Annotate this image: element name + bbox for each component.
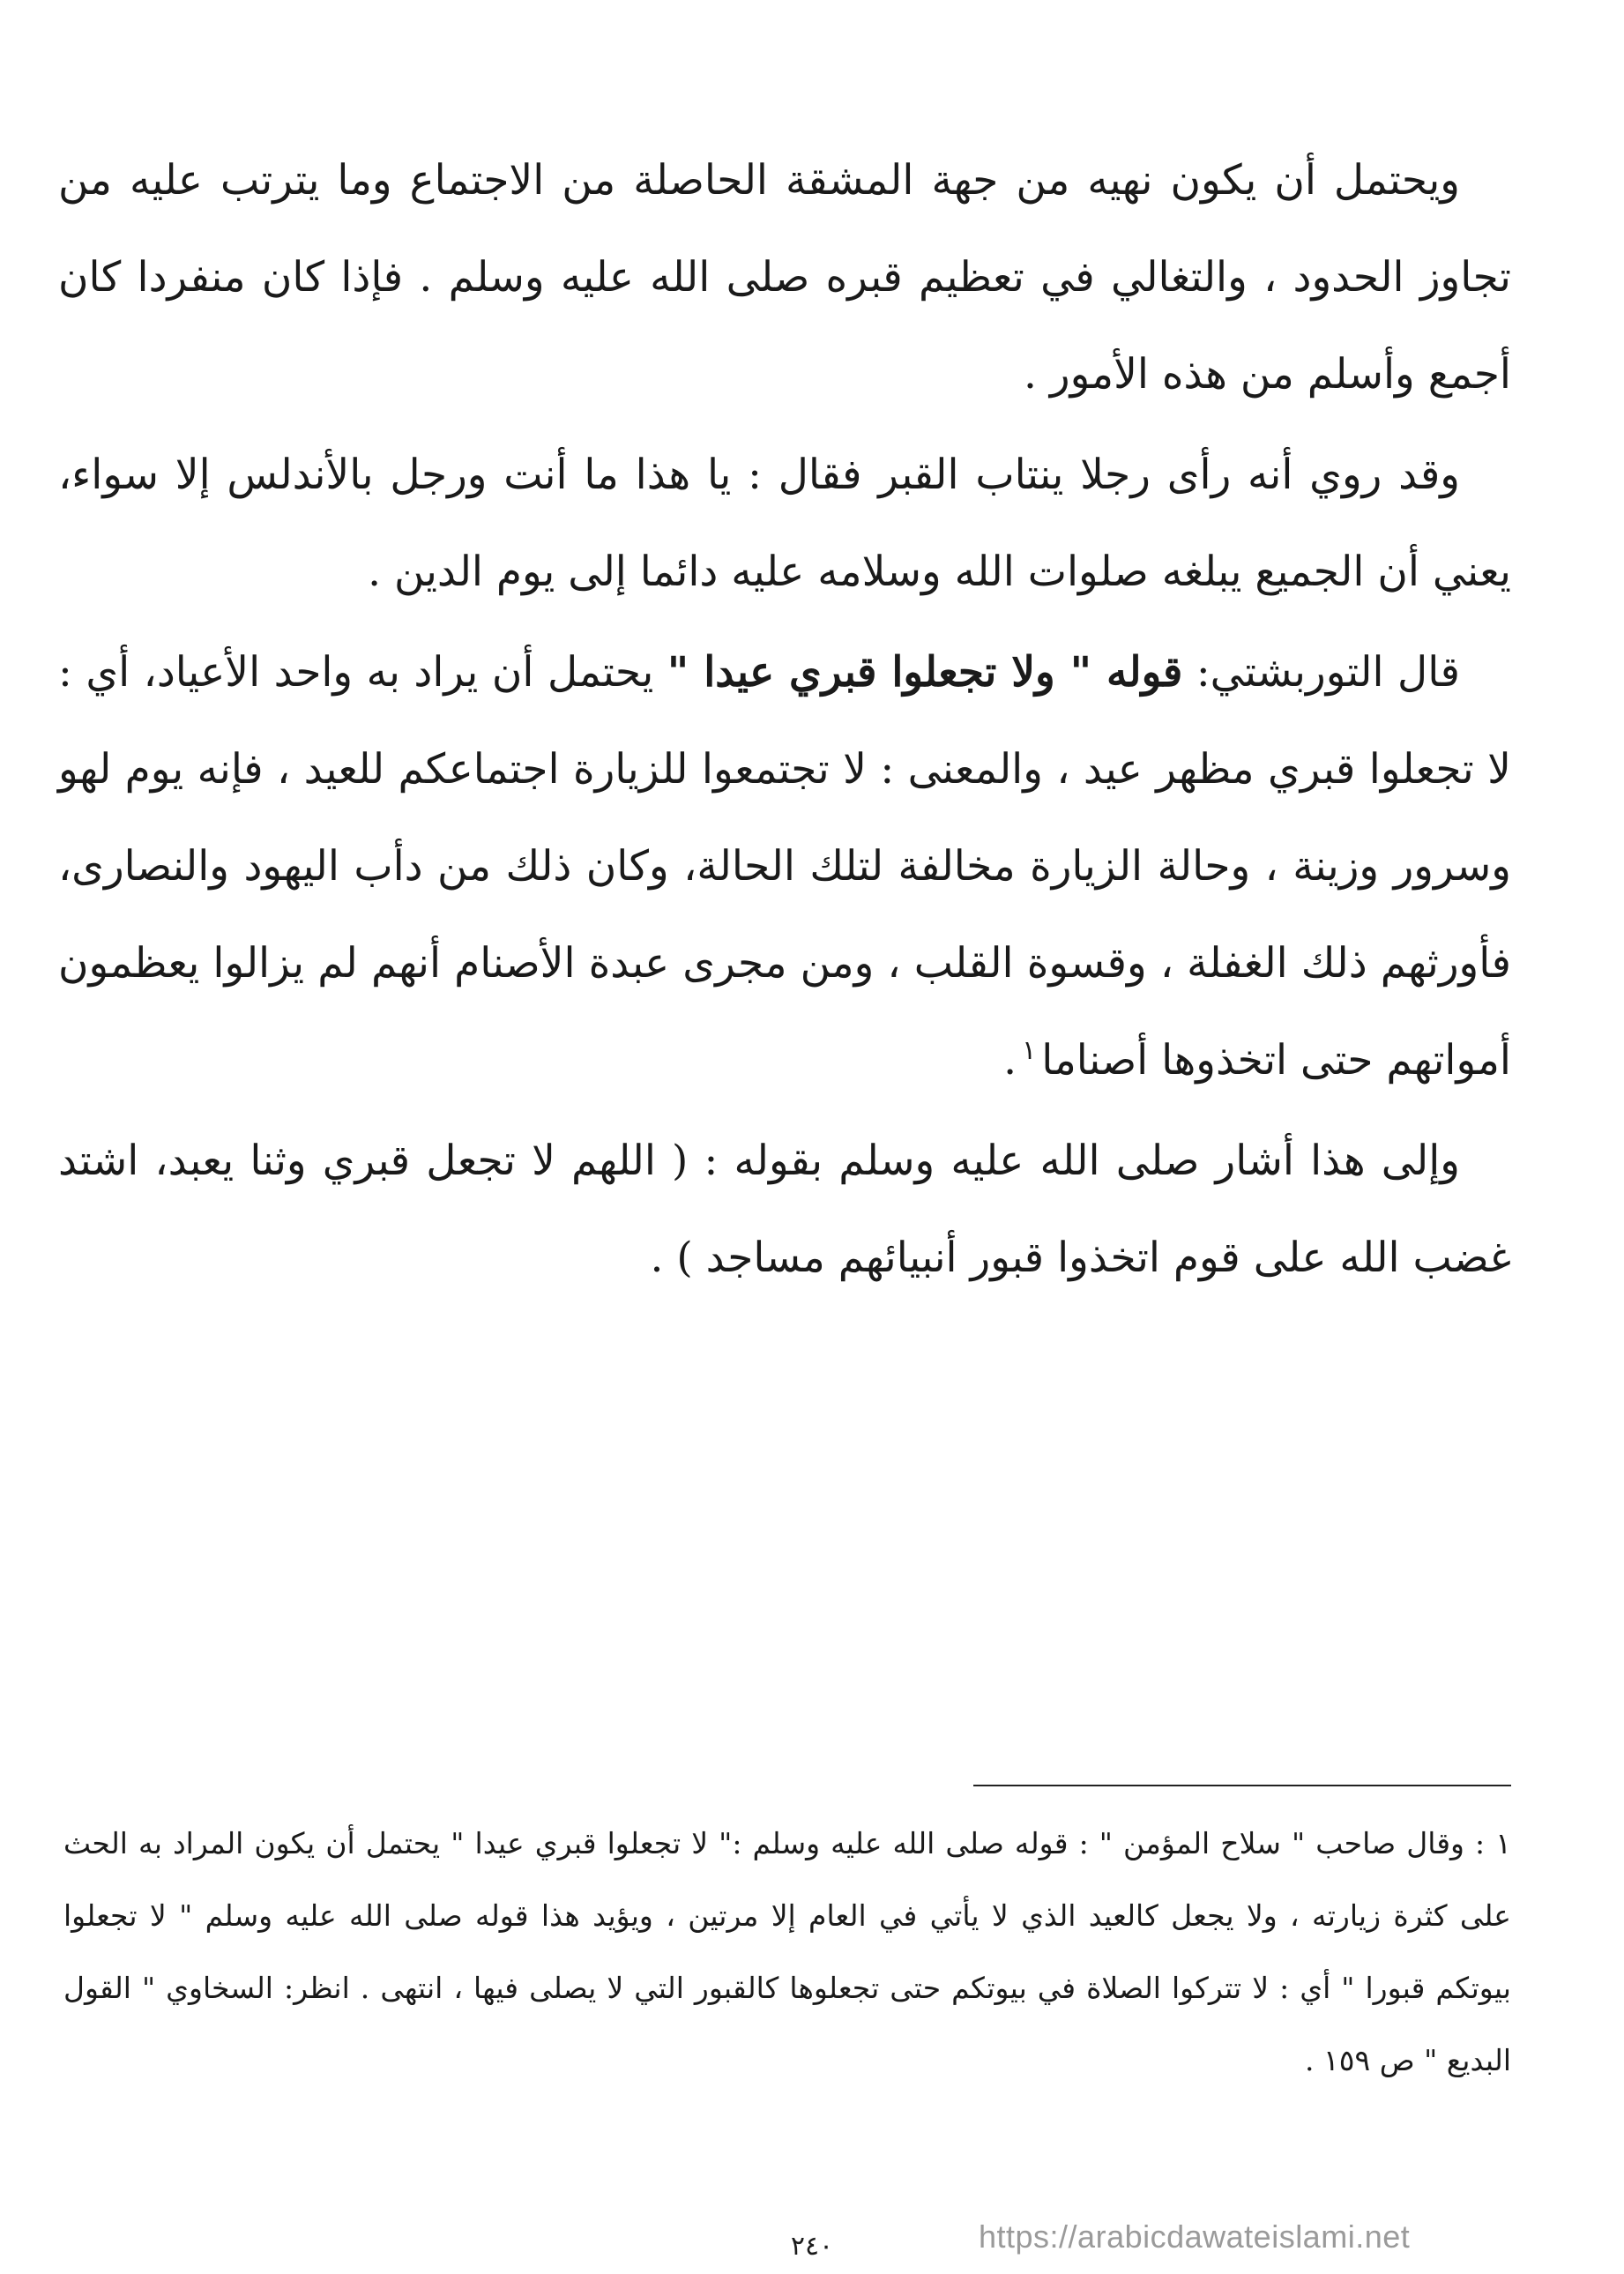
footnote-reference[interactable]: ١ — [1022, 1035, 1037, 1067]
watermark-url: https://arabicdawateislami.net — [979, 2218, 1411, 2255]
paragraph-3-end: . — [1003, 1036, 1017, 1085]
paragraph-3 — [58, 624, 1511, 1109]
paragraph-2: وقد روي أنه رأى رجلا ينتاب القبر فقال : يا هذا ما أنت ورجل بالأندلس إلا سواء، يعني أن الجميع يبلغه صلوات الله وسلامه عليه دائما إلى يوم الدين . — [58, 451, 1511, 596]
paragraph-1: ويحتمل أن يكون نهيه من جهة المشقة الحاصلة من الاجتماع وما يترتب عليه من تجاوز الحدود ، والتغالي في تعظيم قبره صلى الله عليه وسلم . فإذا كان منفردا كان أجمع وأسلم من هذه الأمور . — [58, 156, 1511, 399]
main-text — [58, 132, 1511, 1310]
footnote-divider — [973, 1785, 1511, 1786]
paragraph-3-lead: قال التوربشتي: — [1182, 648, 1460, 697]
hadith-quote: قوله " ولا تجعلوا قبري عيدا " — [667, 648, 1183, 697]
paragraph-3-body: يحتمل أن يراد به واحد الأعياد، أي : لا تجعلوا قبري مظهر عيد ، والمعنى : لا تجتمعوا للزيارة اجتماعكم للعيد ، فإنه يوم لهو وسرور وزينة ، وحالة الزيارة مخالفة لتلك الحالة، وكان ذلك من دأب اليهود والنصارى، فأورثهم ذلك الغفلة ، وقسوة القلب ، ومن مجرى عبدة الأصنام أنهم لم يزالوا يعظمون أمواتهم حتى اتخذوها أصناما — [58, 648, 1511, 1085]
footnote-1: ١ : وقال صاحب " سلاح المؤمن " : قوله صلى الله عليه وسلم :" لا تجعلوا قبري عيدا " يحتمل أن يكون المراد به الحث على كثرة زيارته ، ولا يجعل كالعيد الذي لا يأتي في العام إلا مرتين ، ويؤيد هذا قوله صلى الله عليه وسلم " لا تجعلوا بيوتكم قبورا " أي : لا تتركوا الصلاة في بيوتكم حتى تجعلوها كالقبور التي لا يصلى فيها ، انتهى . انظر: السخاوي " القول البديع " ص ١٥٩ . — [63, 1826, 1511, 2077]
paragraph-4: وإلى هذا أشار صلى الله عليه وسلم بقوله : ( اللهم لا تجعل قبري وثنا يعبد، اشتد غضب الله على قوم اتخذوا قبور أنبيائهم مساجد ) . — [58, 1137, 1511, 1282]
page-number: ٢٤٠ — [790, 2231, 834, 2262]
